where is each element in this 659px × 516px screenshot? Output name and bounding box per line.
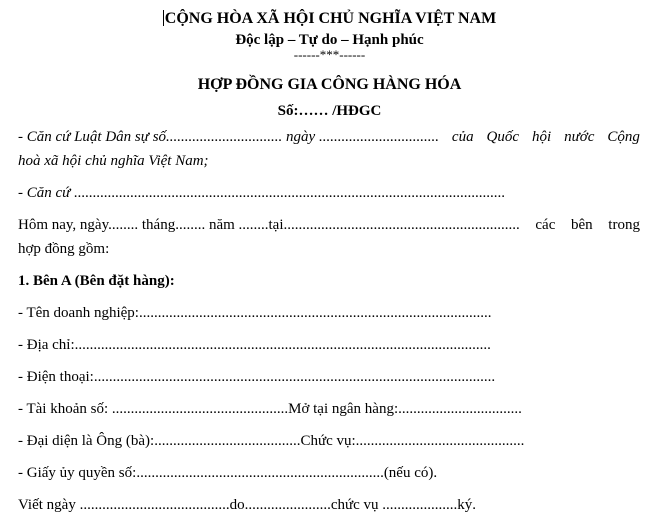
intro-line-1 bbox=[18, 216, 640, 234]
country-header bbox=[0, 10, 659, 28]
basis-line-1 bbox=[18, 128, 640, 146]
intro-word: trong bbox=[608, 217, 640, 233]
party-a-phone: - Điện thoại:........................................................................................................... bbox=[18, 369, 496, 385]
country-header-text: CỘNG HÒA XÃ HỘI CHỦ NGHĨA VIỆT NAM bbox=[164, 10, 497, 27]
party-a-written: Viết ngày ........................................do.......................chức vụ ....................ký. bbox=[18, 497, 477, 513]
intro-word: Hôm nay, ngày........ tháng........ năm ........tại............................................................... bbox=[18, 217, 520, 233]
basis-line-2: hoà xã hội chủ nghĩa Việt Nam; bbox=[18, 153, 209, 169]
basis-word: hội bbox=[531, 129, 552, 145]
basis-word: Cộng bbox=[607, 129, 640, 145]
party-a-representative: - Đại diện là Ông (bà):.......................................Chức vụ:............................................. bbox=[18, 433, 525, 449]
divider: ------***------ bbox=[293, 47, 366, 62]
basis-line-3: - Căn cứ ................................................................................................................... bbox=[18, 185, 506, 201]
party-a-heading: 1. Bên A (Bên đặt hàng): bbox=[18, 273, 175, 289]
document-number: Số:…… /HĐGC bbox=[277, 103, 382, 119]
basis-word: nước bbox=[564, 129, 595, 145]
intro-line-2: hợp đồng gồm: bbox=[18, 241, 110, 257]
basis-word: Quốc bbox=[486, 129, 520, 145]
intro-word: các bbox=[535, 217, 556, 233]
document-title: HỢP ĐỒNG GIA CÔNG HÀNG HÓA bbox=[197, 76, 462, 93]
party-a-company: - Tên doanh nghiệp:.............................................................................................. bbox=[18, 305, 492, 321]
party-a-address: - Địa chỉ:............................................................................................................... bbox=[18, 337, 491, 353]
basis-word: của bbox=[451, 129, 474, 145]
motto: Độc lập – Tự do – Hạnh phúc bbox=[235, 32, 424, 48]
party-a-account: - Tài khoản số: ...............................................Mở tại ngân hàng:................................. bbox=[18, 401, 522, 417]
text-cursor bbox=[163, 10, 164, 26]
basis-word: - Căn cứ Luật Dân sự số............................... ngày ................................ bbox=[18, 129, 439, 145]
party-a-authorization: - Giấy ủy quyền số:..................................................................(nếu có). bbox=[18, 465, 438, 481]
intro-word: bên bbox=[571, 217, 593, 233]
